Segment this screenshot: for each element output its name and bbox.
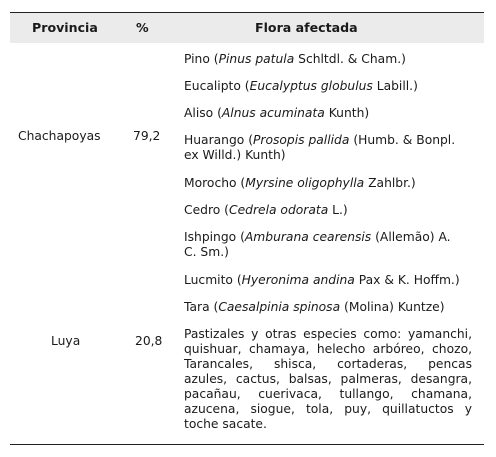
header-province: Provincia xyxy=(32,20,98,35)
flora-item: Morocho (Myrsine oligophylla Zahlbr.) xyxy=(184,176,416,190)
table-header xyxy=(10,12,484,43)
percent-luya: 20,8 xyxy=(135,334,163,348)
province-luya: Luya xyxy=(51,334,81,348)
grassland-line: Tarancales, shisca, cortaderas, pencas xyxy=(184,357,472,371)
grassland-line: pacañau, cuerivaca, tullango, chamana, xyxy=(184,387,472,401)
header-percent: % xyxy=(136,20,149,35)
flora-item: Pino (Pinus patula Schltdl. & Cham.) xyxy=(184,52,406,66)
percent-chachapoyas: 79,2 xyxy=(133,129,161,143)
grassland-line: quishuar, chamaya, helecho arbóreo, chozo, xyxy=(184,342,472,356)
flora-item: Huarango (Prosopis pallida (Humb. & Bonpl. xyxy=(184,133,456,147)
flora-item: Eucalipto (Eucalyptus globulus Labill.) xyxy=(184,79,418,93)
flora-item-continuation: C. Sm.) xyxy=(184,245,229,259)
flora-item: Ishpingo (Amburana cearensis (Allemão) A. xyxy=(184,230,451,244)
grassland-line: azules, cactus, balsas, palmeras, desangra, xyxy=(184,372,472,386)
grassland-line: Pastizales y otras especies como: yamanchi, xyxy=(184,327,472,341)
flora-item: Aliso (Alnus acuminata Kunth) xyxy=(184,106,370,120)
table-bottom-rule xyxy=(10,444,484,445)
grassland-line: toche sacate. xyxy=(184,417,267,431)
flora-item: Lucmito (Hyeronima andina Pax & K. Hoffm.) xyxy=(184,273,460,287)
header-flora: Flora afectada xyxy=(255,20,358,35)
flora-item: Tara (Caesalpinia spinosa (Molina) Kuntze) xyxy=(184,300,445,314)
flora-item: Cedro (Cedrela odorata L.) xyxy=(184,203,348,217)
flora-item-continuation: ex Willd.) Kunth) xyxy=(184,148,286,162)
province-chachapoyas: Chachapoyas xyxy=(18,129,101,143)
grassland-line: azucena, siogue, tola, puy, quillatuctos y xyxy=(184,402,472,416)
